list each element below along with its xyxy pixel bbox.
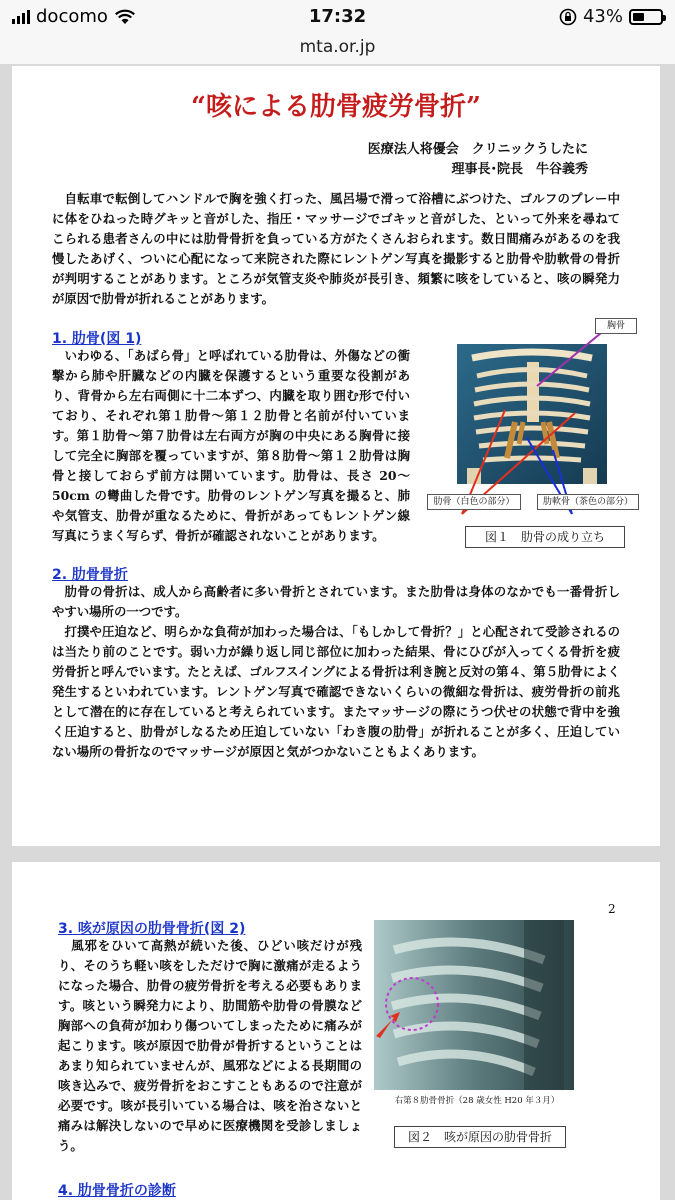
label-sternum: 胸骨 xyxy=(595,318,637,334)
document-title: “咳による肋骨疲労骨折” xyxy=(191,92,481,122)
label-rib: 肋骨（白色の部分） xyxy=(427,494,521,510)
clock: 17:32 xyxy=(308,6,367,27)
section-3-text: 風邪をひいて高熱が続いた後、ひどい咳だけが残り、そのうち軽い咳をしただけで胸に激痛が走るようになった場合、肋骨の疲労骨折を考える必要もあります。咳という瞬発力により、肋間筋や肋骨の骨膜など胸部への負荷が加わり傷ついてしまったために痛みが起こります。咳が原因で肋骨が骨折するということはあまり知られていませんが、風邪などによる長期間の咳き込みで、疲労骨折をおこすこともあるので注意が必要です。咳が長引いている場合は、咳を治さないと痛みは解決しないので早めに医療機関を受診しましょう。 xyxy=(58,938,362,1153)
section-2-text-2: 打撲や圧迫など、明らかな負荷が加わった場合は、「もしかして骨折？」と心配されて受診されるのは当たり前のことです。弱い力が繰り返し同じ部位に加わった結果、骨にひびが入ってくる骨折を疲労骨折と呼んでいます。たとえば、ゴルフスイングによる骨折は利き腕と反対の第４、第５肋骨によく発生するといわれています。レントゲン写真で確認できないくらいの微細な骨折は、疲労骨折の前兆として潜在的に存在していると考えられています。またマッサージの際にうつ伏せの状態で背中を強く圧迫すると、肋骨がしなるため圧迫していない「わき腹の肋骨」が折れることが多く、圧迫していない場所の骨折なのでマッサージが原因と気がつかないこともよくあります。 xyxy=(52,624,620,759)
battery-percent: 43% xyxy=(582,6,623,27)
intro-paragraph: 自転車で転倒してハンドルで胸を強く打った、風呂場で滑って浴槽にぶつけた、ゴルフのプレー中に体をひねった時グキッと音がした、指圧・マッサージでゴキッと音がした、といって外来を尋ねてこられる患者さんの中には肋骨骨折を負っている方がたくさんおられます。数日間痛みがあるのを我慢したあげく、ついに心配になって来院された際にレントゲン写真を撮影すると肋骨や肋軟骨の骨折が判明することがあります。ところが気管支炎や肺炎が長引き、頻繁に咳をしていると、咳の瞬発力が原因で肋骨が折れることがあります。 xyxy=(52,191,620,306)
status-bar xyxy=(0,0,675,34)
pdf-page-2 xyxy=(12,862,660,1200)
page-number: 2 xyxy=(608,902,616,916)
xray-image xyxy=(374,920,574,1090)
section-1-heading[interactable]: 1. 肋骨(図 1) xyxy=(52,331,142,347)
battery-icon xyxy=(629,9,663,25)
carrier-name: docomo xyxy=(36,6,108,27)
author-name: 理事長･院長 牛谷義秀 xyxy=(451,162,588,177)
author-org: 医療法人将優会 クリニックうしたに xyxy=(367,142,588,157)
rotation-lock-icon xyxy=(559,8,577,26)
section-2-heading[interactable]: 2. 肋骨骨折 xyxy=(52,567,128,583)
battery-area xyxy=(559,6,663,27)
figure-2 xyxy=(372,920,582,1152)
section-1-text: いわゆる、「あばら骨」と呼ばれている肋骨は、外傷などの衝撃から肺や肝臓などの内臓を保護するという重要な役割があり、背骨から左右両側に十二本ずつ、内臓を取り囲む形で付いており、それぞれ第１肋骨～第１２肋骨と名前が付いています。第１肋骨～第７肋骨は左右両方が胸の中央にある胸骨に接して完全に胸部を覆っていますが、第８肋骨～第１２肋骨は胸骨と接しておらず前方は開いています。肋骨は、長さ 20～50cm の彎曲した骨です。肋骨のレントゲン写真を撮ると、肺や気管支、肋骨が重なるために、骨折があってもレントゲン線写真にうまく写らず、骨折が確認されないことがあります。 xyxy=(52,348,410,543)
section-2-text-1: 肋骨の骨折は、成人から高齢者に多い骨折とされています。また肋骨は身体のなかでも一番骨折しやすい場所の一つです。 xyxy=(52,584,620,619)
section-3-heading[interactable]: 3. 咳が原因の肋骨骨折(図 2) xyxy=(58,921,246,937)
figure-1 xyxy=(427,318,642,553)
pdf-page-1 xyxy=(12,66,660,846)
section-4-heading[interactable]: 4. 肋骨骨折の診断 xyxy=(58,1183,176,1199)
skeleton-chest-image xyxy=(427,318,642,553)
url-text: mta.or.jp xyxy=(299,37,376,57)
figure-2-caption: 図２ 咳が原因の肋骨骨折 xyxy=(394,1126,566,1148)
label-costal-cartilage: 肋軟骨（茶色の部分） xyxy=(537,494,639,510)
xray-caption: 右第８肋骨骨折（28 歳女性 H20 年３月） xyxy=(394,1096,560,1106)
figure-1-caption: 図１ 肋骨の成り立ち xyxy=(465,526,625,548)
url-bar[interactable] xyxy=(0,34,675,64)
